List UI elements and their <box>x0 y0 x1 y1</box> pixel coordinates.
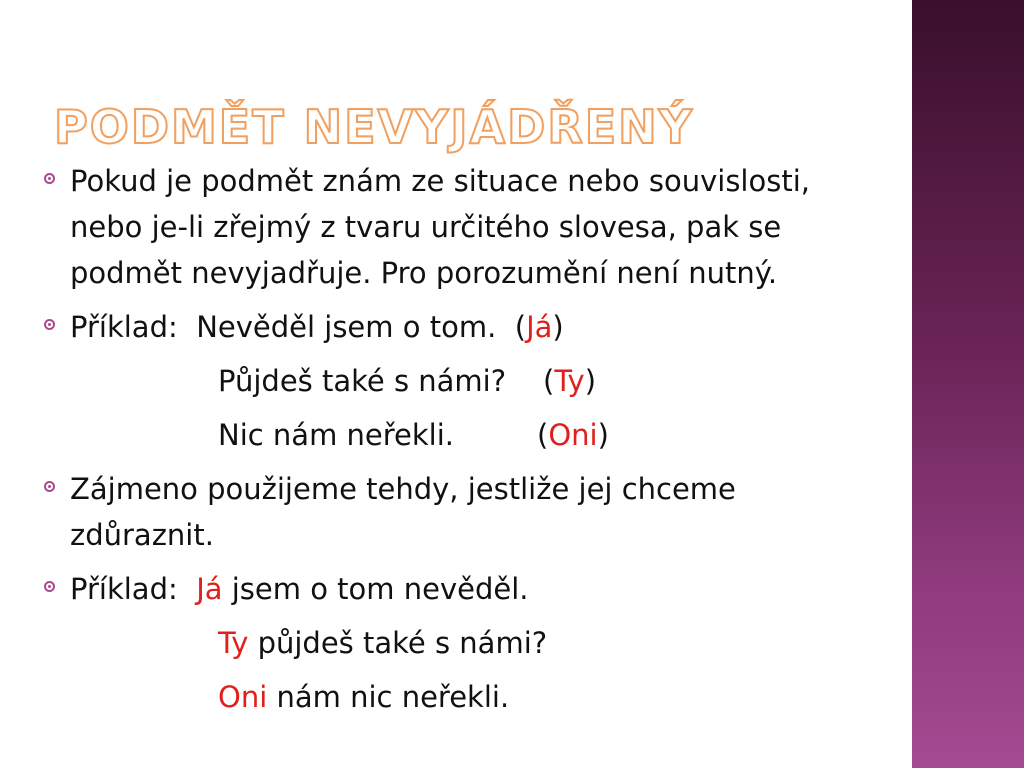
pronoun-highlight: Oni <box>218 680 268 714</box>
example-row <box>44 358 924 404</box>
pronoun-highlight: Ty <box>554 364 585 398</box>
slide-title: PODMĚT NEVYJÁDŘENÝ <box>54 100 694 154</box>
paren-open: ( <box>543 364 555 398</box>
circle-bullet-icon <box>44 173 55 184</box>
bullet-text-line: Zájmeno použijeme tehdy, jestliže jej chceme <box>70 472 736 506</box>
circle-bullet-icon <box>44 481 55 492</box>
example-line <box>218 358 924 404</box>
example-label: Příklad: <box>70 310 178 344</box>
paren-open: ( <box>514 310 527 344</box>
example-line <box>70 566 924 612</box>
example-rest: nám nic neřekli. <box>267 680 510 714</box>
paren-close: ) <box>597 418 609 452</box>
bullet-text-line: podmět nevyjadřuje. Pro porozumění není nutný. <box>70 256 778 290</box>
pronoun-highlight: Já <box>196 572 223 606</box>
bullet-text-line: nebo je-li zřejmý z tvaru určitého slovesa, pak se <box>70 210 782 244</box>
bullet-text-line: zdůraznit. <box>70 518 214 552</box>
example-rest: půjdeš také s námi? <box>248 626 548 660</box>
bullet-item <box>44 304 924 350</box>
slide-content <box>44 158 924 720</box>
example-line <box>218 412 924 458</box>
example-rest: jsem o tom nevěděl. <box>222 572 529 606</box>
example-sentence: Nevěděl jsem o tom. <box>196 310 497 344</box>
bullet-item <box>44 158 924 296</box>
pronoun-highlight: Ty <box>218 626 249 660</box>
example-label: Příklad: <box>70 572 178 606</box>
pronoun-highlight: Já <box>526 310 553 344</box>
example-sentence: Nic nám neřekli. <box>218 418 455 452</box>
bullet-item <box>44 466 924 558</box>
paren-close: ) <box>552 310 564 344</box>
circle-bullet-icon <box>44 581 55 592</box>
example-line <box>218 620 924 666</box>
decorative-side-band <box>912 0 1024 768</box>
example-row <box>44 620 924 666</box>
example-row <box>44 412 924 458</box>
bullet-text-line: Pokud je podmět znám ze situace nebo souvislosti, <box>70 164 810 198</box>
example-line <box>70 304 924 350</box>
example-sentence: Půjdeš také s námi? <box>218 364 507 398</box>
circle-bullet-icon <box>44 319 55 330</box>
example-row <box>44 674 924 720</box>
bullet-item <box>44 566 924 612</box>
example-line <box>218 674 924 720</box>
paren-close: ) <box>584 364 597 398</box>
paren-open: ( <box>536 418 549 452</box>
pronoun-highlight: Oni <box>548 418 598 452</box>
